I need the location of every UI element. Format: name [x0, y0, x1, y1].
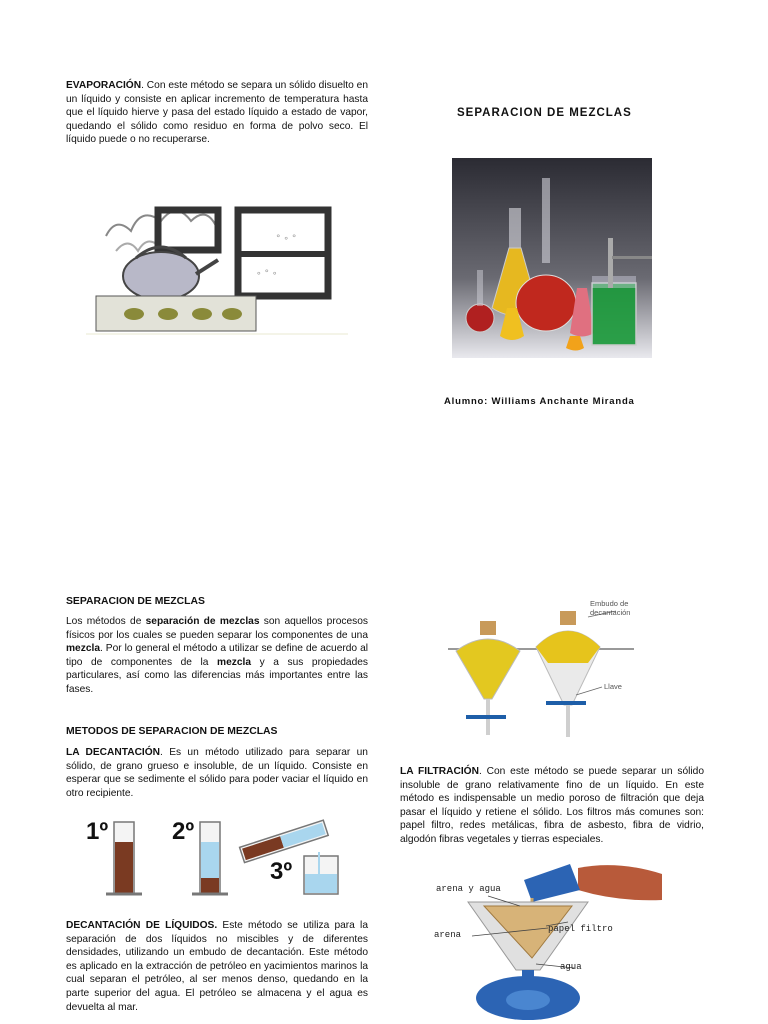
decantacion-paragraph [66, 746, 368, 800]
label-llave: Llave [604, 682, 622, 691]
lab-flasks-photo [452, 158, 652, 358]
filtracion-term: LA FILTRACIÓN [400, 766, 479, 777]
evaporacion-term: EVAPORACIÓN [66, 80, 142, 91]
decantacion-liquidos-term: DECANTACIÓN DE LÍQUIDOS. [66, 920, 218, 931]
label-arena: arena [434, 930, 462, 940]
intro-text-2: son aquellos procesos físicos por los cuales se pueden separar los componentes de una [66, 616, 368, 641]
svg-text:∘ ° ∘: ∘ ° ∘ [256, 269, 278, 279]
student-name: Alumno: Williams Anchante Miranda [444, 396, 635, 407]
step-1-label: 1º [86, 818, 109, 845]
intro-bold-2: mezcla [66, 643, 100, 655]
label-papel-filtro: papel filtro [548, 924, 613, 934]
intro-bold-1: separación de mezclas [145, 616, 260, 627]
filtracion-paragraph [400, 765, 704, 847]
decantacion-text: . Es un método utilizado para separar un sólido, de grano grueso e insoluble, de un líquido. Consiste en esperar que se sedimente el sólido para poder vaciar el líquido en otro recipiente. [66, 747, 368, 799]
metodos-heading: METODOS DE SEPARACION DE MEZCLAS [66, 726, 278, 737]
filtracion-text: . Con este método se puede separar un sólido insoluble de grano relativamente fino de un líquido. En este método es indispensable un medio poroso de filtración que deja pasar el líquido y retiene el sólido. Los filtros más comunes son: papel filtro, redes metálicas, fibra de asbesto, fibra de vidrio, algodón fibras vegetales y tierras especiales. [400, 766, 704, 845]
decantation-steps-illustration [82, 812, 352, 900]
label-agua: agua [560, 962, 582, 972]
evaporacion-text: . Con este método se separa un sólido disuelto en un líquido y consiste en aplicar incremento de temperatura hasta que el líquido hierve y pasa del estado líquido a estado de vapor, quedando el sólido como residuo en forma de polvo seco. El líquido puede o no recuperarse. [66, 80, 368, 146]
decantacion-liquidos-paragraph [66, 919, 368, 1014]
label-arena-agua: arena y agua [436, 884, 501, 894]
intro-text-1: Los métodos de [66, 616, 146, 627]
decantacion-term: LA DECANTACIÓN [66, 747, 161, 758]
label-embudo: Embudo de decantación [590, 599, 631, 617]
intro-heading: SEPARACION DE MEZCLAS [66, 596, 205, 607]
step-3-label: 3º [270, 858, 293, 885]
separatory-funnels-illustration [448, 597, 658, 747]
intro-paragraph [66, 615, 368, 697]
svg-text:° ∘ °: ° ∘ ° [276, 234, 297, 244]
evaporation-illustration [86, 196, 348, 336]
intro-text-3: . Por lo general el método a utilizar se define de acuerdo al tipo de componentes de la [66, 643, 368, 668]
evaporacion-paragraph [66, 79, 368, 147]
intro-text-4: y a sus propiedades particulares, así como las diferencias más importantes entre las fases. [66, 656, 369, 695]
intro-bold-3: mezcla [217, 656, 252, 668]
cover-title: SEPARACION DE MEZCLAS [457, 107, 632, 119]
step-2-label: 2º [172, 818, 195, 845]
decantacion-liquidos-text: Este método se utiliza para la separación de dos líquidos no miscibles y de diferentes densidades, utilizando un embudo de decantación. Este método es aplicado en la extracción de petróleo en yacimientos marinos la cual separan el petróleo, al ser menos denso, quedando en la parte superior del agua. El petróleo se almacena y el agua es devuelta al mar. [66, 920, 368, 1013]
